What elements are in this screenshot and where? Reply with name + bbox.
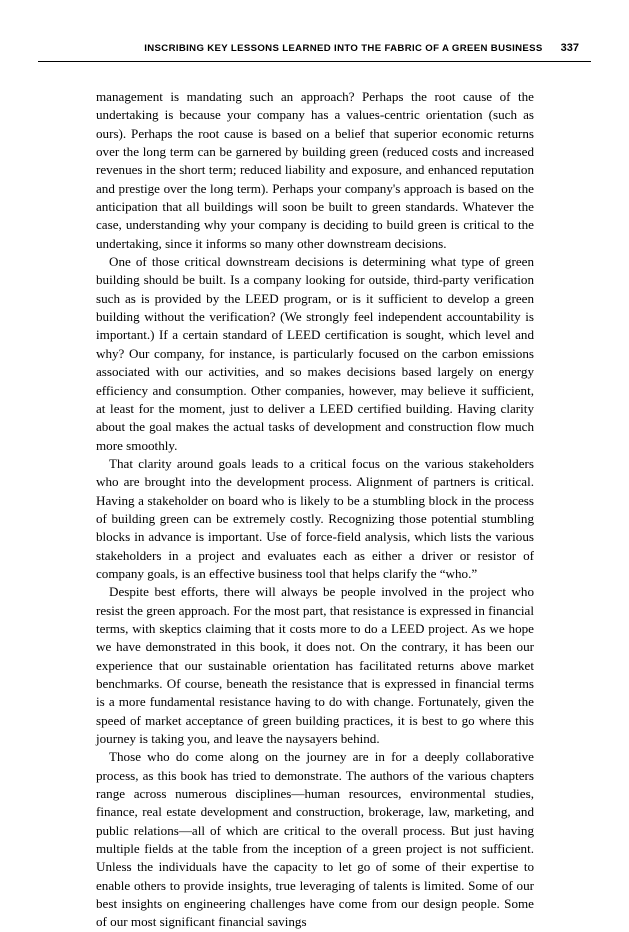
paragraph-5: Those who do come along on the journey are in for a deeply collaborative process, as this book has tried to demonstrate. The authors of the various chapters range across numerous disciplines—human resources, environmental studies, finance, real estate development and construction, brokerage, law, marketing, and public relations—all of which are critical to the overall process. But just having multiple fields at the table from the inception of a green project is not sufficient. Unless the individuals have the capacity to let go of some of their expertise to enable others to provide insights, true leveraging of talents is limited. Some of our best insights on engineering challenges have come from our design people. Some of our most significant financial savings bbox=[96, 749, 534, 930]
body-text-block bbox=[96, 88, 534, 932]
paragraph-3: That clarity around goals leads to a critical focus on the various stakeholders who are brought into the development process. Alignment of partners is critical. Having a stakeholder on board who is likely to be a stumbling block in the process of building green can be extremely costly. Recognizing those potential stumbling blocks in advance is important. Use of force-field analysis, which lists the various stakeholders in a project and evaluates each as either a driver or resistor of company goals, is an effective business tool that helps clarify the “who.” bbox=[96, 455, 534, 581]
paragraph-1: management is mandating such an approach? Perhaps the root cause of the undertaking is because your company has a values-centric orientation (such as ours). Perhaps the root cause is based on a belief that superior economic returns over the long term can be garnered by building green (reduced costs and increased revenues in the short term; reduced liability and exposure, and enhanced reputation and prestige over the long term). Perhaps your company's approach is based on the anticipation that all buildings will soon be built to green standards. Whatever the case, understanding why your company is deciding to build green is critical to the undertaking, since it informs so many other downstream decisions. bbox=[96, 89, 534, 251]
running-header-title: INSCRIBING KEY LESSONS LEARNED INTO THE FABRIC OF A GREEN BUSINESS bbox=[144, 43, 543, 54]
paragraph-2: One of those critical downstream decisions is determining what type of green building should be built. Is a company looking for outside, third-party verification such as is provided by the LEED program, or is it sufficient to develop a green building without the verification? (We strongly feel independent accountability is important.) If a certain standard of LEED certification is sought, which level and why? Our company, for instance, is particularly focused on the carbon emissions associated with our activities, and so makes decisions based largely on energy efficiency and consumption. Other companies, however, may believe it sufficient, at least for the moment, just to deliver a LEED certified building. Having clarity about the goal makes the actual tasks of development and construction flow much more smoothly. bbox=[96, 254, 534, 453]
page-number: 337 bbox=[560, 42, 579, 54]
header-divider-rule bbox=[38, 61, 591, 62]
running-header bbox=[96, 42, 579, 54]
paragraph-4: Despite best efforts, there will always be people involved in the project who resist the green approach. For the most part, that resistance is expressed in financial terms, with skeptics claiming that it costs more to do a LEED project. As we hope we have demonstrated in this book, it does not. On the contrary, it has been our experience that our sustainable orientation has facilitated returns above market benchmarks. Of course, beneath the resistance that is expressed in financial terms is a more fundamental resistance having to do with change. Fortunately, given the speed of market acceptance of green building practices, it is best to go where this journey is taking you, and leave the naysayers behind. bbox=[96, 584, 534, 747]
